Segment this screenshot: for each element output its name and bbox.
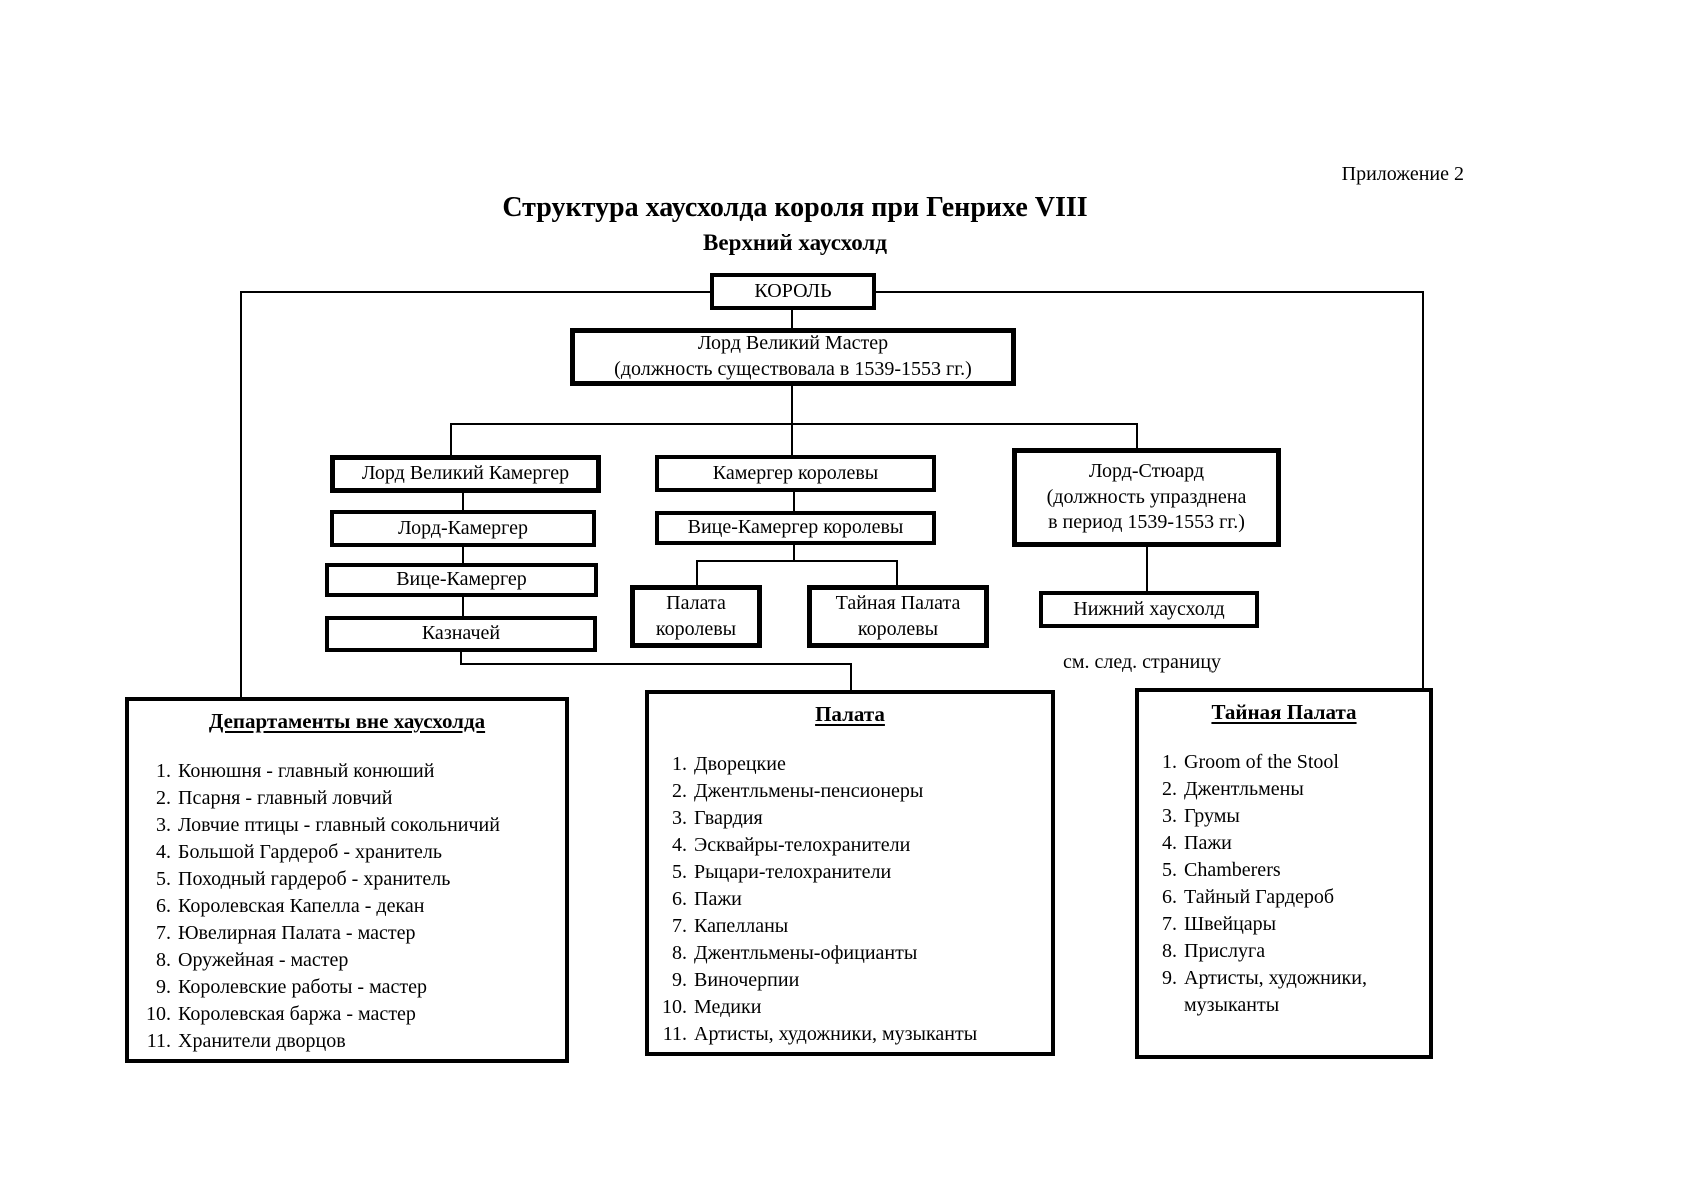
list-item (1151, 911, 1421, 938)
box-queens-chamber (630, 585, 762, 648)
list-item (1151, 803, 1421, 830)
panel-chamber-title: Палата (815, 702, 885, 726)
list-item-number: 2. (156, 787, 171, 809)
list-item-text: Джентльмены (1184, 778, 1304, 800)
list-item-text: Оружейная - мастер (178, 949, 349, 971)
list-item-number: 7. (156, 922, 171, 944)
list-item-text: Пажи (694, 888, 742, 910)
box-queens-vice-chamberlain-label: Вице-Камергер королевы (687, 516, 904, 539)
panel-departments-title: Департаменты вне хаусхолда (208, 709, 486, 733)
list-item (139, 974, 559, 1001)
list-item-text: Джентльмены-официанты (694, 942, 918, 964)
list-item-number: 5. (1162, 859, 1177, 881)
page-title: Структура хаусхолда короля при Генрихе VIII (502, 192, 1088, 223)
box-lord-great-chamberlain-label: Лорд Великий Камергер (361, 462, 570, 485)
connector-line (460, 663, 852, 665)
box-lord-chamberlain-label: Лорд-Камергер (398, 516, 528, 539)
connector-line (450, 423, 452, 456)
list-item (139, 893, 559, 920)
box-queens-vice-chamberlain (655, 511, 936, 545)
box-lord-great-chamberlain (330, 455, 601, 493)
list-item-number: 5. (156, 868, 171, 890)
panel-privy-chamber-list (1139, 749, 1429, 1019)
list-item-text: Швейцары (1184, 913, 1277, 935)
connector-line (450, 423, 1138, 425)
connector-line (696, 560, 698, 586)
connector-line (696, 560, 898, 562)
list-item-text: Большой Гардероб - хранитель (178, 841, 442, 863)
box-lord-steward-line3: в период 1539-1553 гг.) (1048, 511, 1245, 534)
list-item-number: 1. (1162, 751, 1177, 773)
panel-departments-list (129, 758, 565, 1055)
list-item-text: Медики (694, 996, 762, 1018)
list-item (139, 839, 559, 866)
box-treasurer (325, 616, 597, 652)
list-item-text: Гвардия (694, 807, 763, 829)
list-item-text: Хранители дворцов (178, 1030, 346, 1052)
list-item-number: 2. (1162, 778, 1177, 800)
list-item (655, 1021, 1045, 1048)
list-item (1151, 749, 1421, 776)
list-item-text: Королевская баржа - мастер (178, 1003, 416, 1025)
list-item-number: 6. (1162, 886, 1177, 908)
list-item-text: Пажи (1184, 832, 1232, 854)
connector-line (240, 291, 242, 697)
list-item-text: Ловчие птицы - главный сокольничий (178, 814, 500, 836)
box-lord-chamberlain (330, 510, 596, 547)
box-vice-chamberlain (325, 563, 598, 597)
list-item-text: Тайный Гардероб (1184, 886, 1335, 908)
list-item-number: 3. (156, 814, 171, 836)
list-item-text: Псарня - главный ловчий (178, 787, 393, 809)
list-item-number: 11. (146, 1030, 171, 1052)
connector-line (462, 596, 464, 616)
list-item (655, 913, 1045, 940)
box-queens-chamber-line1: Палата (666, 591, 726, 614)
box-treasurer-label: Казначей (421, 622, 501, 645)
list-item-number: 5. (672, 861, 687, 883)
connector-line (793, 491, 795, 511)
list-item-text: Конюшня - главный конюший (178, 760, 435, 782)
list-item-text: Chamberers (1184, 859, 1281, 881)
box-queens-chamberlain (655, 455, 936, 492)
box-lord-steward (1012, 448, 1281, 547)
list-item (655, 859, 1045, 886)
connector-line (1146, 546, 1148, 591)
list-item-number: 7. (672, 915, 687, 937)
list-item (1151, 938, 1421, 965)
list-item (139, 1001, 559, 1028)
panel-privy-chamber (1135, 688, 1433, 1059)
connector-line (875, 291, 1424, 293)
list-item-number: 3. (1162, 805, 1177, 827)
connector-line (896, 560, 898, 586)
connector-line (791, 384, 793, 423)
connector-line (1422, 291, 1424, 688)
list-item (139, 920, 559, 947)
list-item (1151, 776, 1421, 803)
list-item-number: 3. (672, 807, 687, 829)
connector-line (240, 291, 710, 293)
page-subtitle: Верхний хаусхолд (703, 230, 887, 255)
list-item-number: 4. (156, 841, 171, 863)
box-king (710, 273, 876, 310)
box-vice-chamberlain-label: Вице-Камергер (396, 568, 527, 591)
connector-line (1136, 423, 1138, 449)
panel-privy-chamber-title: Тайная Палата (1211, 700, 1357, 724)
connector-line (791, 309, 793, 329)
list-item-number: 1. (672, 753, 687, 775)
list-item-number: 10. (146, 1003, 171, 1025)
annex-label: Приложение 2 (1341, 163, 1464, 185)
list-item-number: 7. (1162, 913, 1177, 935)
list-item-text: Артисты, художники, музыканты (1184, 967, 1367, 1016)
list-item (655, 940, 1045, 967)
box-queens-privy-chamber (807, 585, 989, 648)
list-item-text: Джентльмены-пенсионеры (694, 780, 924, 802)
connector-line (850, 663, 852, 691)
list-item (139, 785, 559, 812)
box-lord-great-master (570, 328, 1016, 386)
list-item (1151, 857, 1421, 884)
box-lord-steward-line1: Лорд-Стюард (1088, 460, 1205, 483)
panel-chamber-list (649, 751, 1051, 1048)
list-item-number: 9. (156, 976, 171, 998)
list-item (139, 1028, 559, 1055)
list-item-text: Королевские работы - мастер (178, 976, 427, 998)
list-item-text: Виночерпии (694, 969, 800, 991)
list-item (655, 967, 1045, 994)
list-item-number: 6. (672, 888, 687, 910)
box-lord-great-master-line1: Лорд Великий Мастер (697, 332, 889, 355)
list-item (139, 758, 559, 785)
panel-chamber (645, 690, 1055, 1056)
connector-line (791, 423, 793, 456)
box-queens-privy-chamber-line1: Тайная Палата (835, 591, 961, 614)
box-lord-steward-line2: (должность упразднена (1046, 485, 1247, 508)
list-item-text: Походный гардероб - хранитель (178, 868, 451, 890)
list-item (655, 994, 1045, 1021)
list-item-text: Прислуга (1184, 940, 1266, 962)
box-king-label: КОРОЛЬ (754, 279, 832, 302)
list-item-text: Эсквайры-телохранители (694, 834, 911, 856)
list-item-number: 8. (672, 942, 687, 964)
list-item (1151, 884, 1421, 911)
list-item (655, 886, 1045, 913)
list-item (655, 805, 1045, 832)
list-item-number: 2. (672, 780, 687, 802)
list-item-text: Рыцари-телохранители (694, 861, 892, 883)
list-item-number: 4. (672, 834, 687, 856)
list-item-number: 10. (662, 996, 687, 1018)
list-item (139, 947, 559, 974)
connector-line (462, 492, 464, 510)
box-lord-great-master-line2: (должность существовала в 1539-1553 гг.) (614, 358, 972, 380)
list-item-text: Ювелирная Палата - мастер (178, 922, 416, 944)
connector-line (462, 546, 464, 563)
list-item-number: 11. (662, 1023, 687, 1045)
list-item-text: Королевская Капелла - декан (178, 895, 425, 917)
list-item-text: Артисты, художники, музыканты (694, 1023, 978, 1045)
list-item-text: Грумы (1184, 805, 1240, 827)
list-item (655, 778, 1045, 805)
box-lower-household (1039, 591, 1259, 628)
list-item-number: 9. (1162, 967, 1177, 989)
list-item-text: Дворецкие (694, 753, 786, 775)
box-queens-chamberlain-label: Камергер королевы (712, 461, 879, 484)
box-lower-household-label: Нижний хаусхолд (1073, 597, 1225, 620)
connector-line (793, 543, 795, 561)
panel-departments (125, 697, 569, 1063)
see-next-page-note: см. след. страницу (1063, 651, 1222, 673)
list-item-number: 8. (1162, 940, 1177, 962)
list-item-number: 4. (1162, 832, 1177, 854)
list-item-number: 1. (156, 760, 171, 782)
list-item (139, 812, 559, 839)
list-item (1151, 830, 1421, 857)
box-queens-chamber-line2: королевы (655, 617, 737, 640)
list-item (139, 866, 559, 893)
list-item (655, 832, 1045, 859)
list-item-number: 9. (672, 969, 687, 991)
list-item-text: Groom of the Stool (1184, 751, 1339, 773)
list-item (655, 751, 1045, 778)
list-item-number: 6. (156, 895, 171, 917)
list-item-number: 8. (156, 949, 171, 971)
list-item-text: Капелланы (694, 915, 789, 937)
list-item (1151, 965, 1421, 1019)
box-queens-privy-chamber-line2: королевы (857, 617, 939, 640)
